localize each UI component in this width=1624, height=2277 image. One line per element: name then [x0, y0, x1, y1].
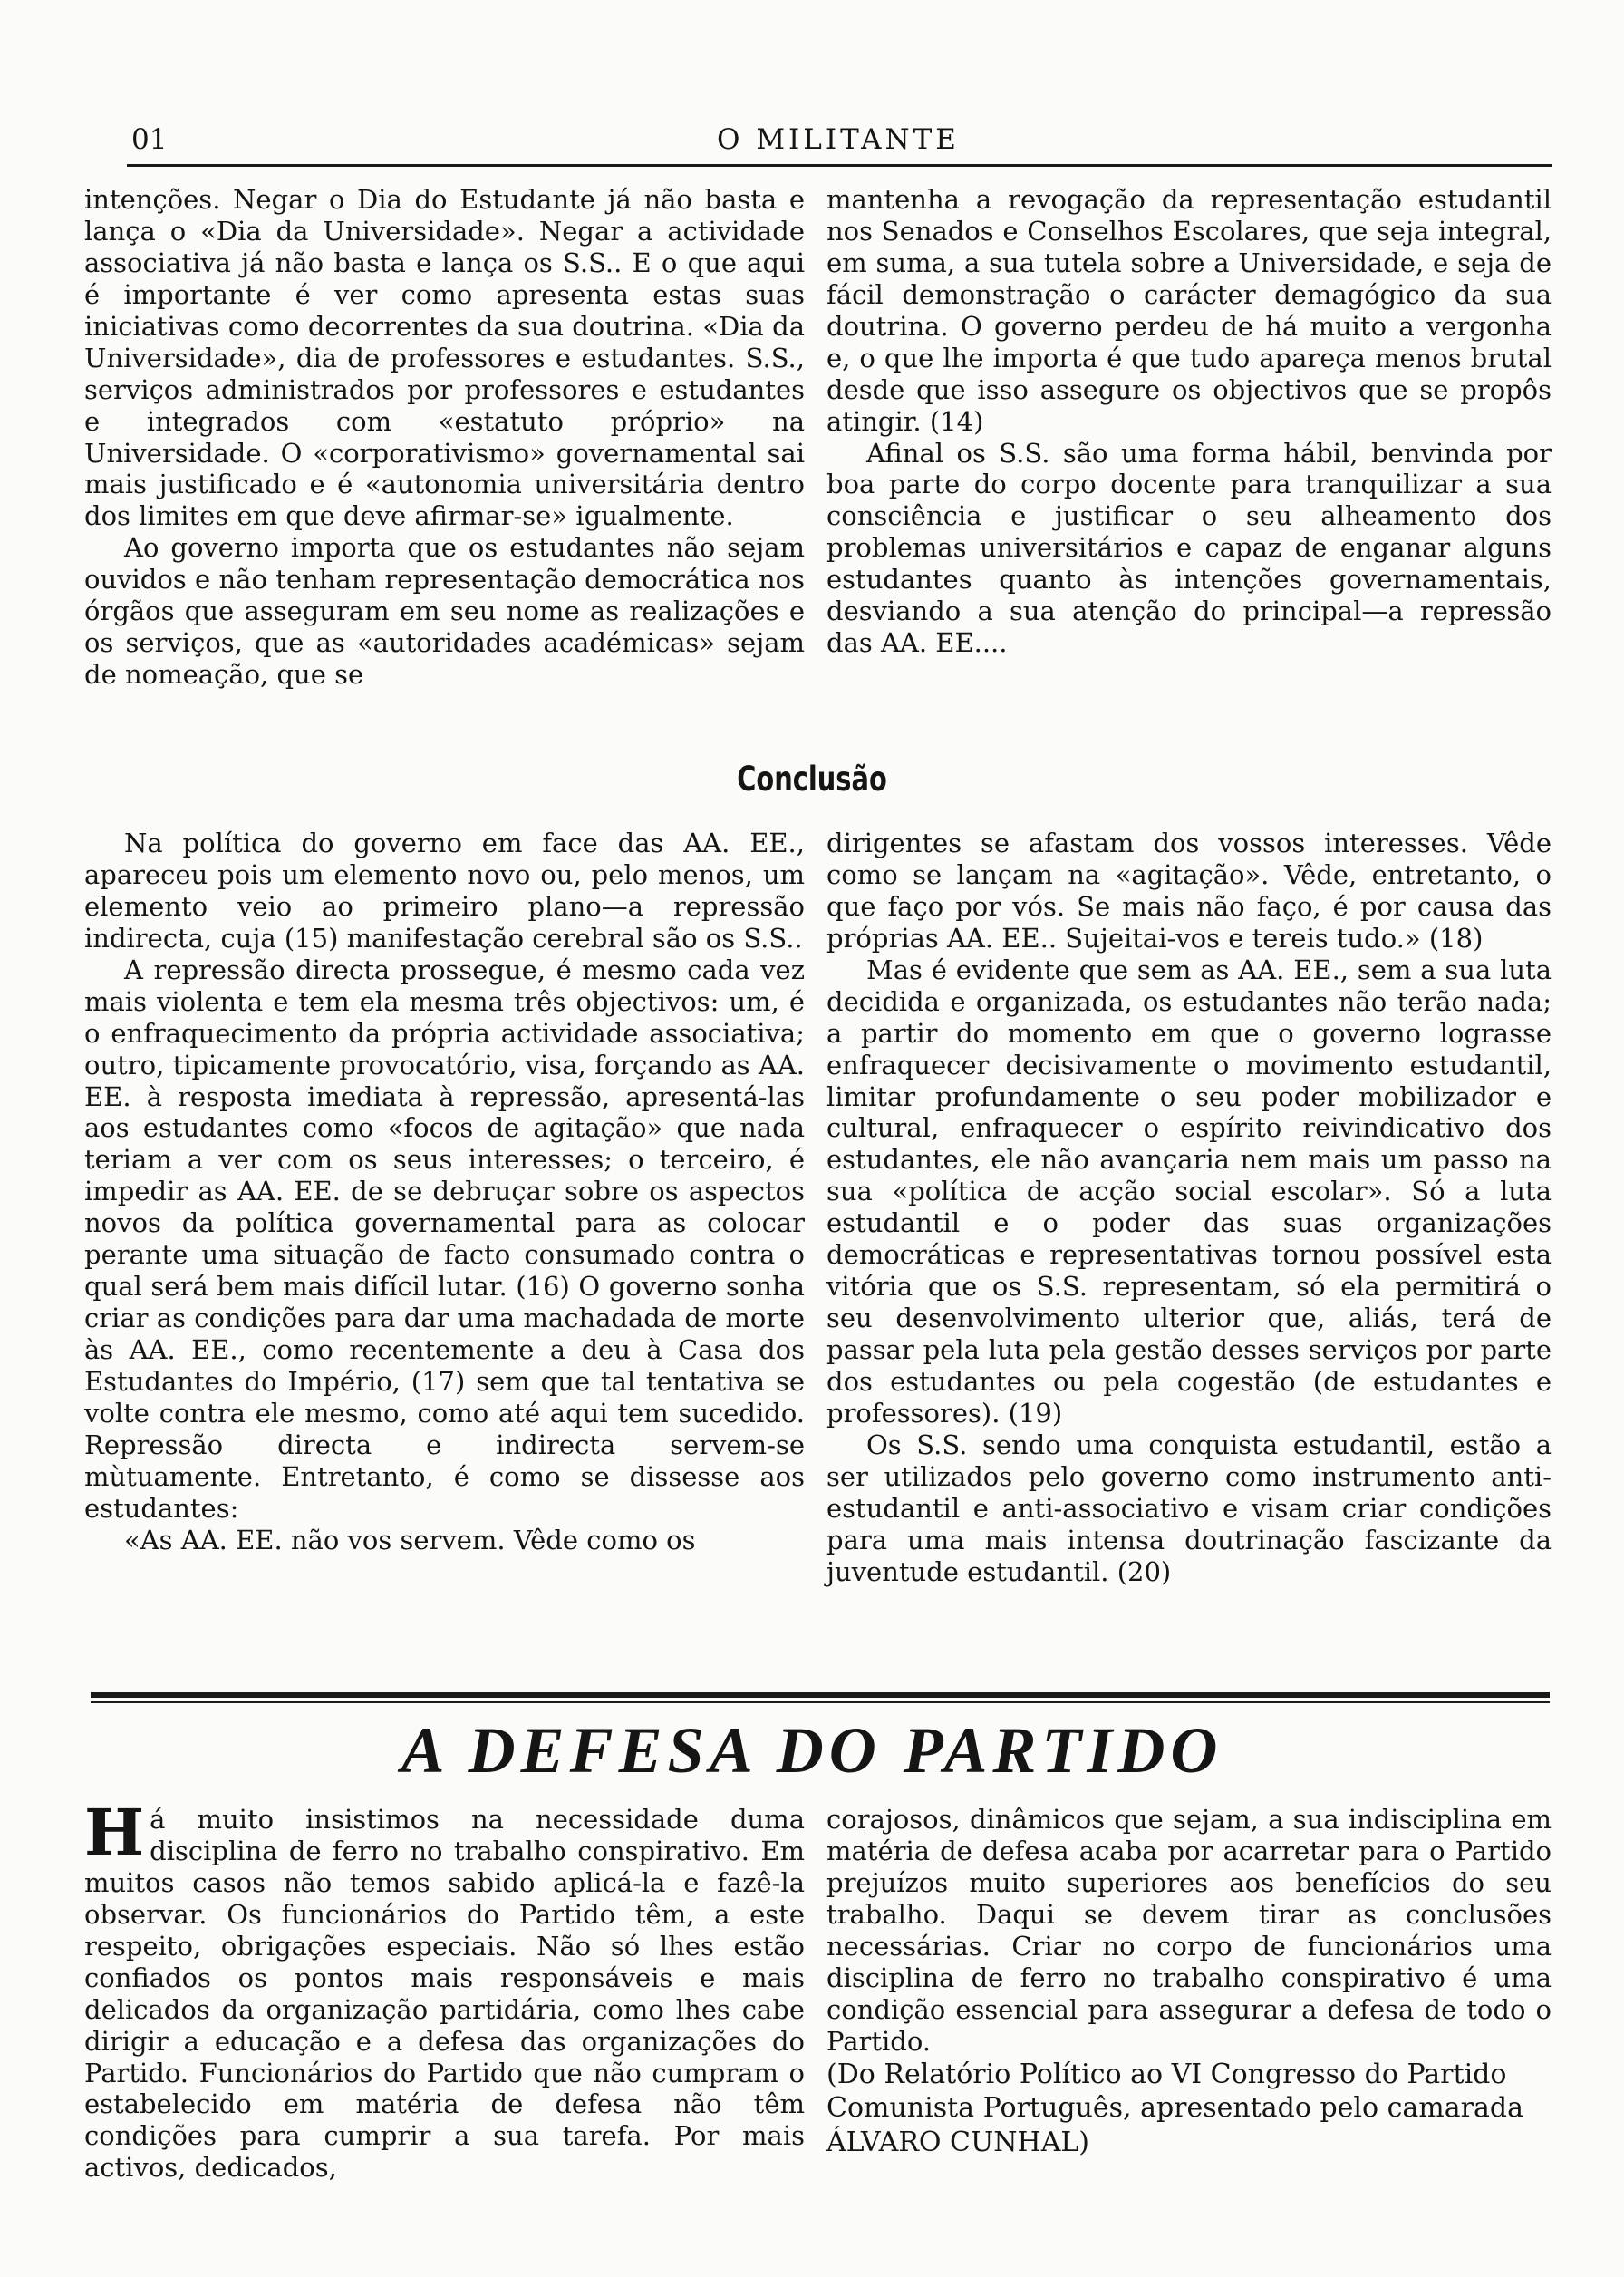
paragraph	[84, 1795, 805, 2184]
defesa-left-column	[84, 1795, 805, 2184]
page-number: 01	[131, 123, 168, 156]
paragraph: intenções. Negar o Dia do Estudante já não basta e lança o «Dia da Universidade». Negar a actividade associativa já não basta e lança os S.S.. E o que aqui é importante é ver como apresenta estas suas iniciativas como decorrentes da sua doutrina. «Dia da Universidade», dia de professores e estudantes. S.S., serviços administrados por professores e estudantes e integrados com «estatuto próprio» na Universidade. O «corporativismo» governamental sai mais justificado e é «autonomia universitária dentro dos limites em que deve afirmar-se» igualmente.	[84, 184, 805, 532]
paragraph-text: á muito insistimos na necessidade duma disciplina de ferro no trabalho conspirativo. Em muitos casos não temos sabido aplicá-la e fazê-la observar. Os funcionários do Partido têm, a este respeito, obrigações especiais. Não só lhes estão confiados os pontos mais responsáveis e mais delicados da organização partidária, como lhes cabe dirigir a educação e a defesa das organizações do Partido. Funcionários do Partido que não cumpram o estabelecido em matéria de defesa não têm condições para cumprir a sua tarefa. Por mais activos, dedicados,	[84, 1804, 805, 2184]
paragraph: «As AA. EE. não vos servem. Vêde como os	[124, 1524, 696, 1555]
paragraph: Afinal os S.S. são uma forma hábil, benvinda por boa parte do corpo docente para tranquilizar a sua consciência e justificar o seu alheamento dos problemas universitários e capaz de enganar alguns estudantes quanto às intenções governamentais, desviando a sua atenção do principal—a repressão das AA. EE....	[826, 437, 1552, 659]
conclusao-right-column	[826, 828, 1552, 1588]
paragraph: corajosos, dinâmicos que sejam, a sua indisciplina em matéria de defesa acaba por acarretar para o Partido prejuízos muito superiores aos benefícios do seu trabalho. Daqui se devem tirar as conclusões necessárias. Criar no corpo de funcionários uma disciplina de ferro no trabalho conspirativo é uma condição essencial para assegurar a defesa de todo o Partido.	[826, 1804, 1552, 2057]
article-continuation-right-column	[826, 184, 1552, 659]
paragraph: dirigentes se afastam dos vossos interesses. Vêde como se lançam na «agitação». Vêde, entretanto, o que faço por vós. Se mais não faço, é por causa das próprias AA. EE.. Sujeitai-vos e tereis tudo.» (18)	[826, 828, 1552, 954]
page-header	[131, 123, 1545, 160]
paragraph: A repressão directa prossegue, é mesmo cada vez mais violenta e tem ela mesma três objectivos: um, é o enfraquecimento da própria actividade associativa; outro, tipicamente provocatório, visa, forçando as AA. EE. à resposta imediata à repressão, apresentá-las aos estudantes como «focos de agitação» que nada teriam a ver com os seus interesses; o terceiro, é impedir as AA. EE. de se debruçar sobre os aspectos novos da política governamental para as colocar perante uma situação de facto consumado contra o qual será bem mais difícil lutar. (16) O governo sonha criar as condições para dar uma machadada de morte às AA. EE., como recentemente a deu à Casa dos Estudantes do Império, (17) sem que tal tentativa se volte contra ele mesmo, como até aqui tem sucedido. Repressão directa e indirecta servem-se mùtuamente. Entretanto, é como se dissesse aos estudantes:	[84, 954, 805, 1524]
section-divider-thick	[91, 1692, 1550, 1698]
header-rule	[127, 164, 1552, 167]
source-credit: (Do Relatório Político ao VI Congresso do Partido Comunista Português, apresentado pelo camarada ÁLVARO CUNHAL)	[826, 2058, 1523, 2158]
paragraph: Na política do governo em face das AA. EE., apareceu pois um elemento novo ou, pelo menos, um elemento veio ao primeiro plano—a repressão indirecta, cuja (15) manifestação cerebral são os S.S..	[84, 828, 805, 954]
paragraph: Mas é evidente que sem as AA. EE., sem a sua luta decidida e organizada, os estudantes não terão nada; a partir do momento em que o governo lograsse enfraquecer decisivamente o movimento estudantil, limitar profundamente o seu poder mobilizador e cultural, enfraquecer o espírito reivindicativo dos estudantes, ele não avançaria nem mais um passo na sua «política de acção social escolar». Só a luta estudantil e o poder das suas organizações democráticas e representativas tornou possível esta vitória que os S.S. representam, só ela permitirá o seu desenvolvimento ulterior que, aliás, terá de passar pela luta pela gestão desses serviços por parte dos estudantes ou pela cogestão (de estudantes e professores). (19)	[826, 954, 1552, 1429]
publication-title: O MILITANTE	[717, 123, 960, 156]
section-divider-thin	[91, 1701, 1550, 1703]
article-continuation-left-column	[84, 184, 805, 691]
paragraph: Ao governo importa que os estudantes não sejam ouvidos e não tenham representação democrática nos órgãos que asseguram em seu nome as realizações e os serviços, que as «autoridades académicas» sejam de nomeação, que se	[84, 532, 805, 691]
drop-cap: H	[84, 1795, 145, 1870]
article-headline: A DEFESA DO PARTIDO	[401, 1714, 1223, 1787]
conclusao-heading: Conclusão	[737, 760, 887, 799]
defesa-right-column	[826, 1804, 1552, 2159]
paragraph: Os S.S. sendo uma conquista estudantil, estão a ser utilizados pelo governo como instrumento anti-estudantil e anti-associativo e visam criar condições para uma mais intensa doutrinação fascizante da juventude estudantil. (20)	[826, 1429, 1552, 1587]
conclusao-left-column	[84, 828, 805, 1556]
paragraph: mantenha a revogação da representação estudantil nos Senados e Conselhos Escolares, que seja integral, em suma, a sua tutela sobre a Universidade, e seja de fácil demonstração o carácter demagógico da sua doutrina. O governo perdeu de há muito a vergonha e, o que lhe importa é que tudo apareça menos brutal desde que isso assegure os objectivos que se propôs atingir. (14)	[826, 184, 1552, 437]
